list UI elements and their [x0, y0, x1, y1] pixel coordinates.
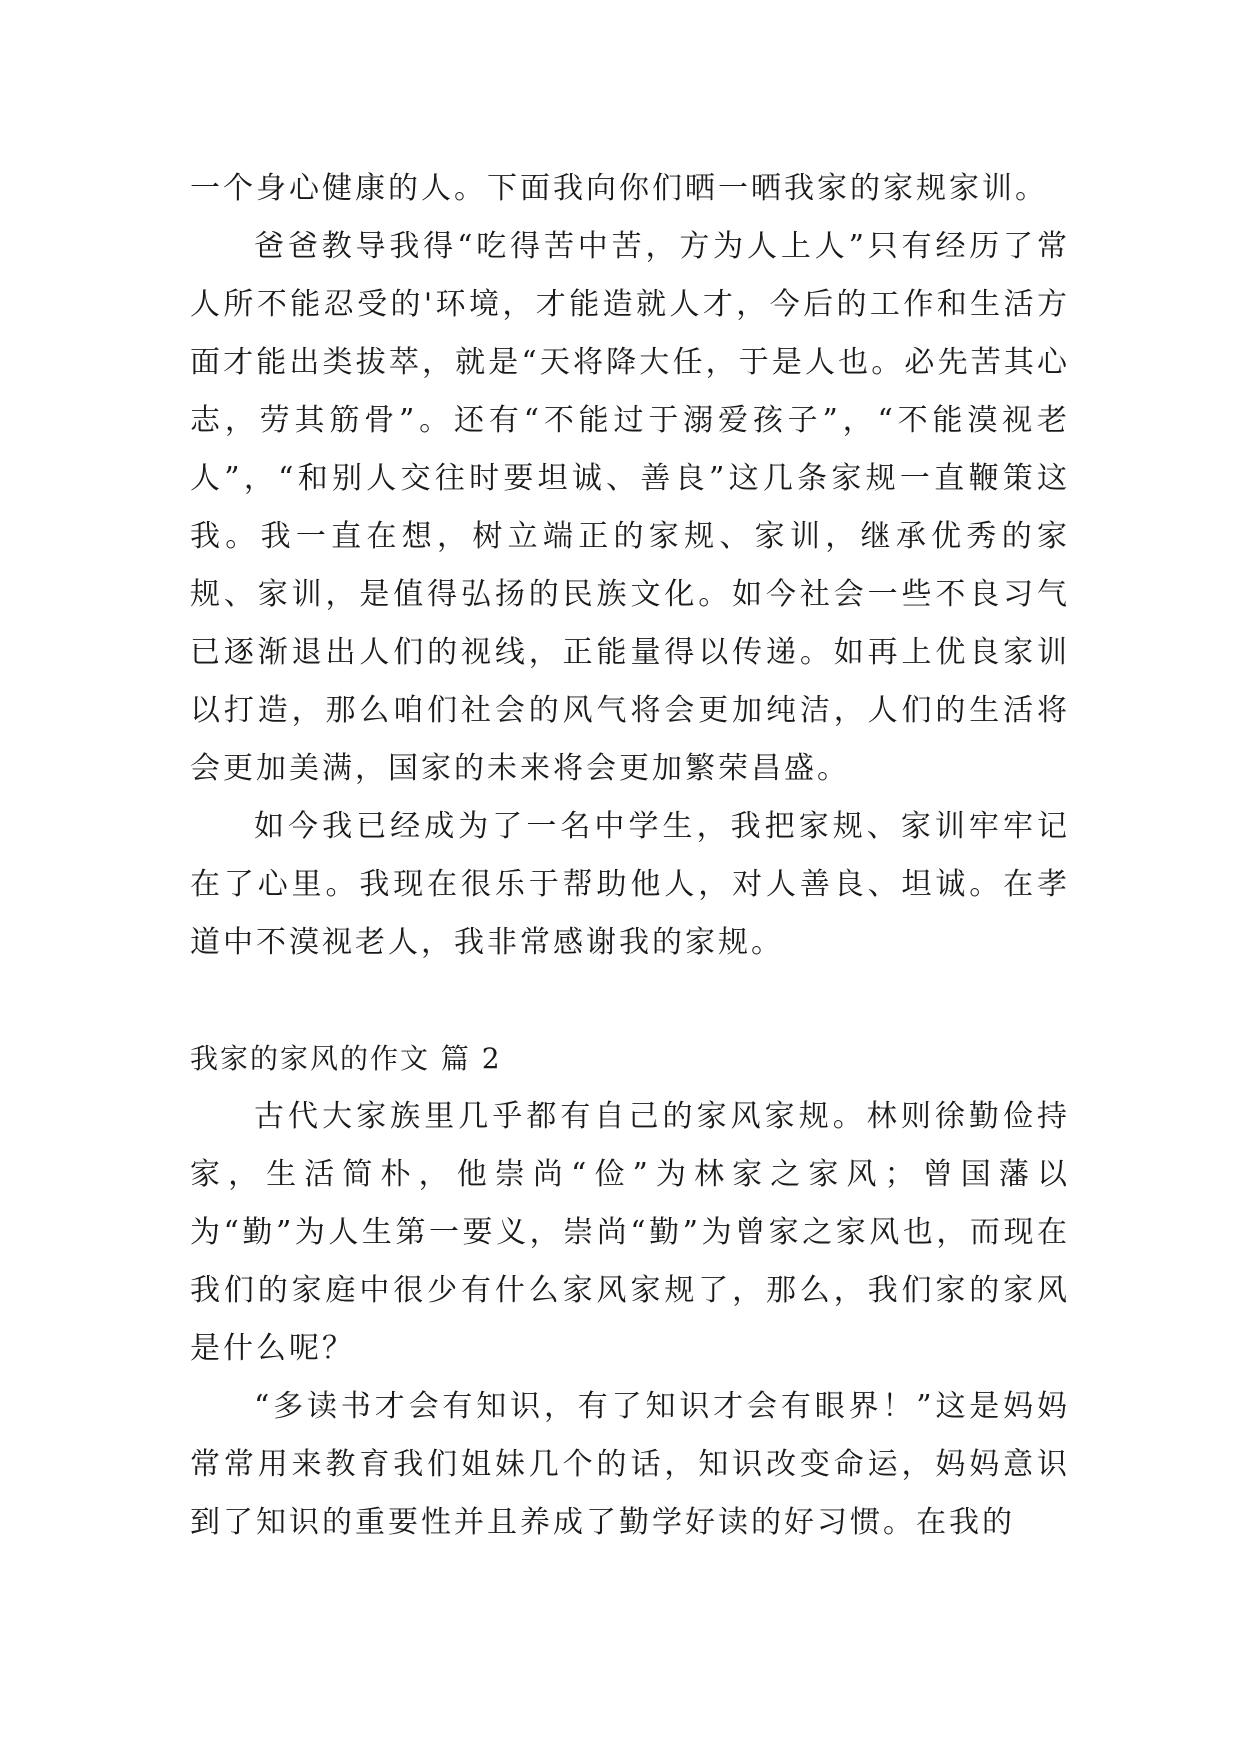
- paragraph-continuation: 一个身心健康的人。下面我向你们晒一晒我家的家规家训。: [190, 171, 1048, 206]
- section-heading: 我家的家风的作文 篇 2: [190, 1042, 502, 1075]
- paragraph-mother-reading: “多读书才会有知识，有了知识才会有眼界！”这是妈妈常常用来教育我们姐妹几个的话，知识改变命运，妈妈意识到了知识的重要性并且养成了勤学好读的好习惯。在我的: [190, 1389, 1070, 1540]
- document-body: [190, 160, 1070, 1552]
- section-spacer: [190, 972, 1070, 1030]
- paragraph-middle-school: 如今我已经成为了一名中学生，我把家规、家训牢牢记在了心里。我现在很乐于帮助他人，对人善良、坦诚。在孝道中不漠视老人，我非常感谢我的家规。: [190, 809, 1070, 960]
- paragraph-father-teaching: 爸爸教导我得“吃得苦中苦，方为人上人”只有经历了常人所不能忍受的'环境，才能造就人才，今后的工作和生活方面才能出类拔萃，就是“天将降大任，于是人也。必先苦其心志，劳其筋骨”。还有“不能过于溺爱孩子”，“不能漠视老人”，“和别人交往时要坦诚、善良”这几条家规一直鞭策这我。我一直在想，树立端正的家规、家训，继承优秀的家规、家训，是值得弘扬的民族文化。如今社会一些不良习气已逐渐退出人们的视线，正能量得以传递。如再上优良家训以打造，那么咱们社会的风气将会更加纯洁，人们的生活将会更加美满，国家的未来将会更加繁荣昌盛。: [190, 229, 1070, 786]
- paragraph-ancient-families: 古代大家族里几乎都有自己的家风家规。林则徐勤俭持家，生活简朴，他崇尚“俭”为林家之家风；曾国藩以为“勤”为人生第一要义，崇尚“勤”为曾家之家风也，而现在我们的家庭中很少有什么家风家规了，那么，我们家的家风是什么呢？: [190, 1099, 1070, 1366]
